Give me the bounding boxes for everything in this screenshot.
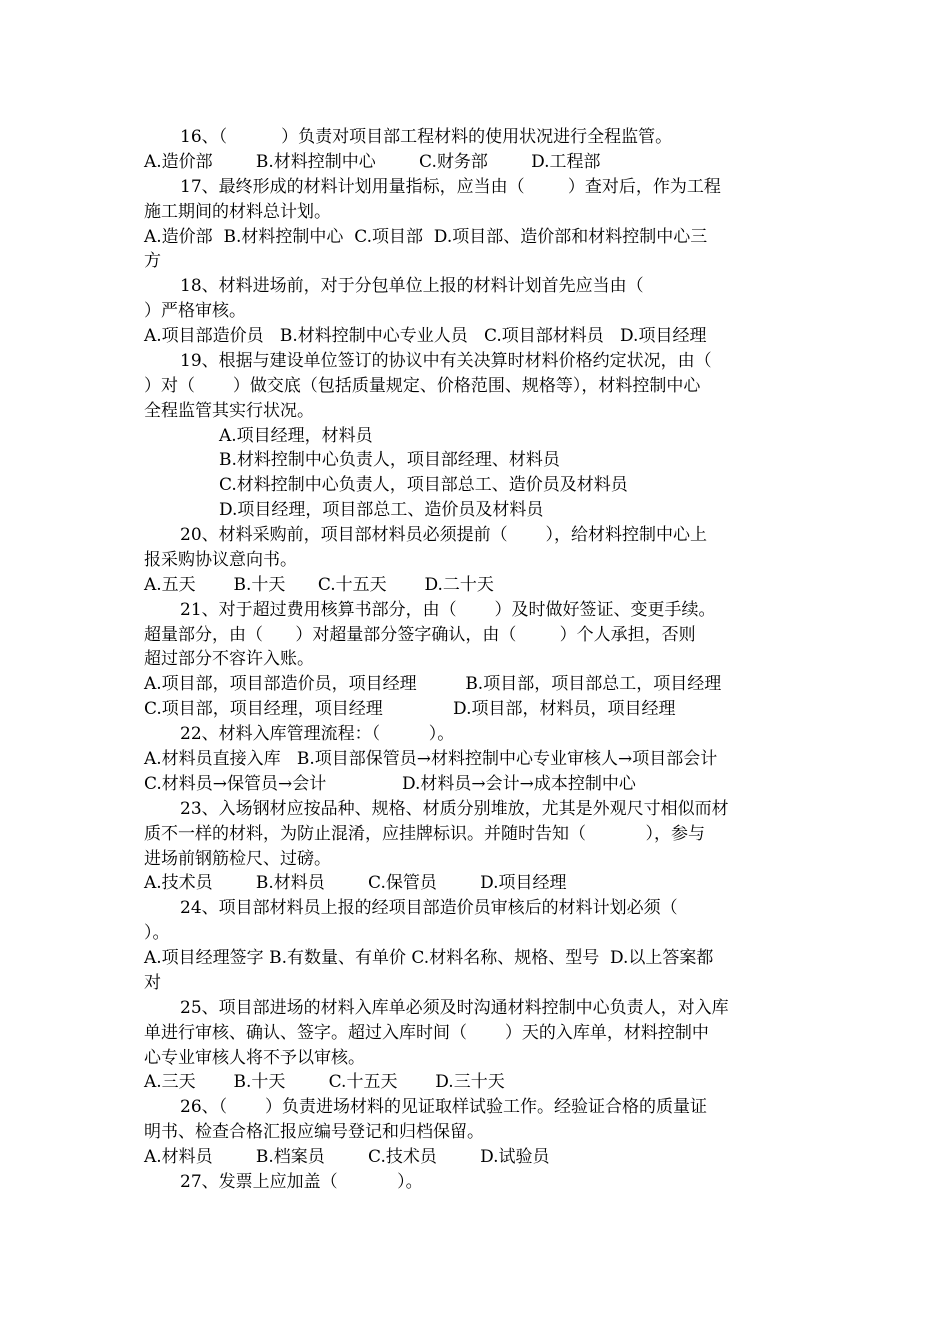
- question-line: 26、（ ）负责进场材料的见证取样试验工作。经验证合格的质量证: [180, 1097, 707, 1118]
- text-line: 质不一样的材料，为防止混淆，应挂牌标识。并随时告知（ ），参与: [144, 823, 705, 844]
- text-line: C.项目部，项目经理，项目经理 D.项目部，材料员，项目经理: [144, 699, 676, 720]
- text-line: C.材料员→保管员→会计 D.材料员→会计→成本控制中心: [144, 773, 636, 794]
- text-line: 对: [144, 972, 161, 993]
- question-line: 22、材料入库管理流程：（ ）。: [180, 724, 455, 745]
- text-line: 单进行审核、确认、签字。超过入库时间（ ）天的入库单，材料控制中: [144, 1022, 709, 1043]
- text-line: ）严格审核。: [144, 301, 246, 322]
- text-line: 方: [144, 251, 161, 272]
- text-line: A.造价部 B.材料控制中心 C.项目部 D.项目部、造价部和材料控制中心三: [144, 226, 708, 247]
- text-line: 明书、检查合格汇报应编号登记和归档保留。: [144, 1122, 484, 1143]
- question-line: 17、最终形成的材料计划用量指标，应当由（ ）查对后，作为工程: [180, 176, 721, 197]
- text-line: A.技术员 B.材料员 C.保管员 D.项目经理: [144, 873, 567, 894]
- question-line: 18、材料进场前，对于分包单位上报的材料计划首先应当由（: [180, 276, 644, 297]
- question-line: 21、对于超过费用核算书部分，由（ ）及时做好签证、变更手续。: [180, 599, 716, 620]
- option-line: B.材料控制中心负责人，项目部经理、材料员: [219, 450, 560, 471]
- question-line: 23、入场钢材应按品种、规格、材质分别堆放，尤其是外观尺寸相似而材: [180, 798, 729, 819]
- text-line: A.项目部造价员 B.材料控制中心专业人员 C.项目部材料员 D.项目经理: [144, 326, 707, 347]
- question-line: 24、项目部材料员上报的经项目部造价员审核后的材料计划必须（: [180, 898, 678, 919]
- text-line: ）。: [144, 923, 170, 944]
- text-line: A.造价部 B.材料控制中心 C.财务部 D.工程部: [144, 151, 601, 172]
- text-line: 施工期间的材料总计划。: [144, 201, 331, 222]
- text-line: 全程监管其实行状况。: [144, 400, 314, 421]
- text-line: A.材料员直接入库 B.项目部保管员→材料控制中心专业审核人→项目部会计: [144, 749, 718, 769]
- option-line: A.项目经理，材料员: [219, 425, 373, 446]
- text-line: A.五天 B.十天 C.十五天 D.二十天: [144, 574, 494, 595]
- text-line: A.项目部，项目部造价员，项目经理 B.项目部，项目部总工，项目经理: [144, 674, 722, 695]
- question-line: 27、发票上应加盖（ ）。: [180, 1171, 423, 1192]
- question-line: 25、项目部进场的材料入库单必须及时沟通材料控制中心负责人，对入库: [180, 997, 729, 1018]
- question-line: 16、（ ）负责对项目部工程材料的使用状况进行全程监管。: [180, 127, 673, 147]
- text-line: 进场前钢筋检尺、过磅。: [144, 848, 331, 869]
- text-line: 超过部分不容许入账。: [144, 649, 314, 670]
- text-line: A.项目经理签字 B.有数量、有单价 C.材料名称、规格、型号 D.以上答案都: [144, 948, 714, 969]
- text-line: ）对（ ）做交底（包括质量规定、价格范围、规格等），材料控制中心: [144, 375, 701, 396]
- option-line: C.材料控制中心负责人，项目部总工、造价员及材料员: [219, 475, 628, 496]
- question-line: 19、根据与建设单位签订的协议中有关决算时材料价格约定状况，由（: [180, 350, 712, 371]
- text-line: A.材料员 B.档案员 C.技术员 D.试验员: [144, 1147, 550, 1168]
- text-line: 心专业审核人将不予以审核。: [144, 1047, 365, 1068]
- question-line: 20、材料采购前，项目部材料员必须提前（ ），给材料控制中心上: [180, 525, 707, 546]
- text-line: 报采购协议意向书。: [144, 549, 297, 570]
- text-line: 超量部分，由（ ）对超量部分签字确认，由（ ）个人承担，否则: [144, 624, 696, 645]
- text-line: A.三天 B.十天 C.十五天 D.三十天: [144, 1072, 505, 1093]
- option-line: D.项目经理，项目部总工、造价员及材料员: [219, 500, 544, 521]
